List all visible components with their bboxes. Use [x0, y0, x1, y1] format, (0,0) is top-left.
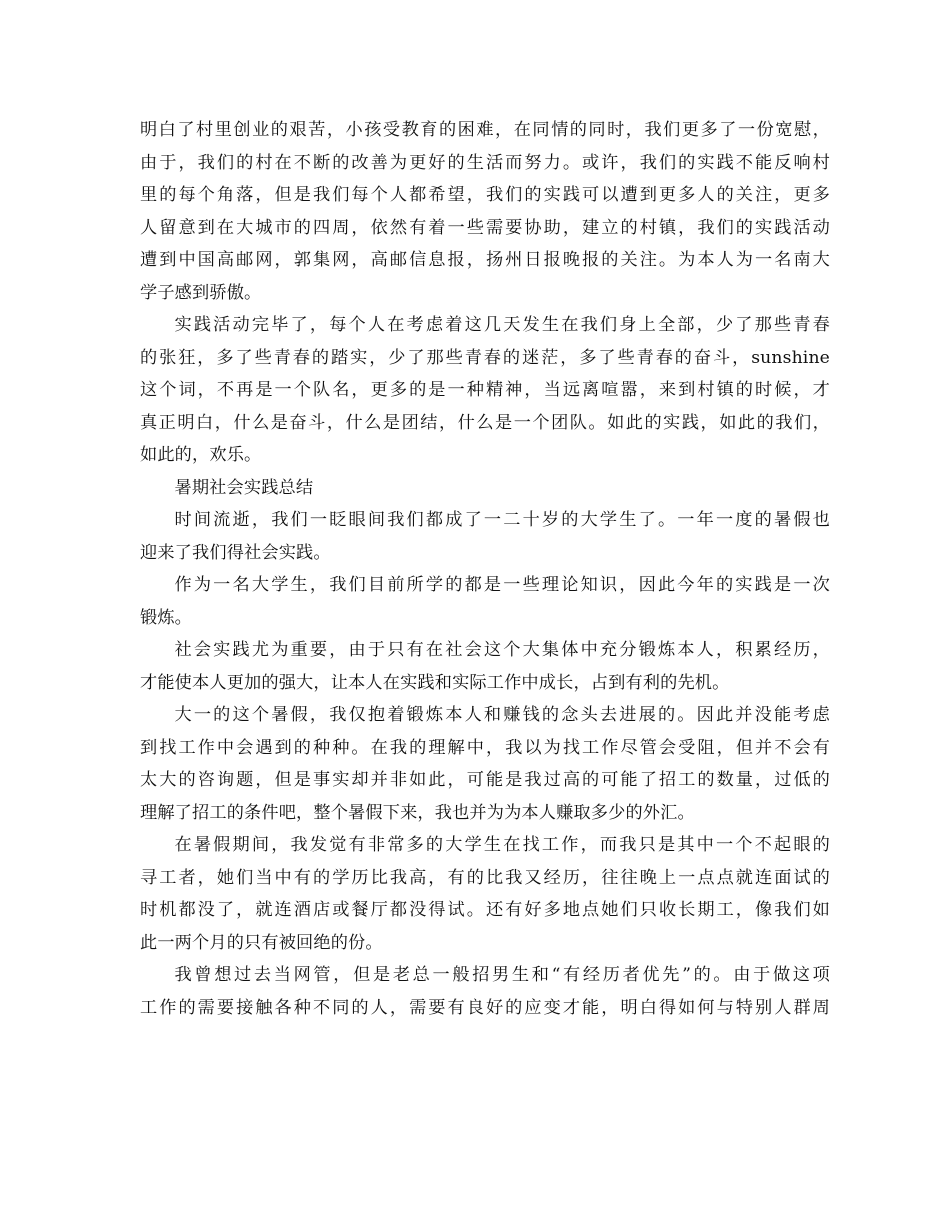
text-line: 由于，我们的村在不断的改善为更好的生活而努力。或许，我们的实践不能反响村 — [140, 152, 830, 173]
text-line: 学子感到骄傲。 — [140, 282, 262, 303]
text-line: 的张狂，多了些青春的踏实，少了那些青春的迷茫，多了些青春的奋斗，sunshine — [140, 347, 830, 368]
text-line: 理解了招工的条件吧，整个暑假下来，我也并为为本人赚取多少的外汇。 — [140, 802, 695, 823]
document-body — [140, 114, 830, 1024]
text-line: 到找工作中会遇到的种种。在我的理解中，我以为找工作尽管会受阻，但并不会有 — [140, 737, 830, 758]
text-line: 暑期社会实践总结 — [174, 477, 314, 498]
text-line: 我曾想过去当网管，但是老总一般招男生和“有经历者优先”的。由于做这项 — [174, 965, 830, 985]
text-line: 此一两个月的只有被回绝的份。 — [140, 932, 383, 953]
text-line: 工作的需要接触各种不同的人，需要有良好的应变才能，明白得如何与特别人群周 — [140, 997, 830, 1018]
text-line: 社会实践尤为重要，由于只有在社会这个大集体中充分锻炼本人，积累经历， — [174, 640, 830, 660]
text-line: 明白了村里创业的艰苦，小孩受教育的困难，在同情的同时，我们更多了一份宽慰， — [140, 120, 830, 140]
text-line: 里的每个角落，但是我们每个人都希望，我们的实践可以遭到更多人的关注，更多 — [140, 185, 830, 205]
text-line: 真正明白，什么是奋斗，什么是团结，什么是一个团队。如此的实践，如此的我们， — [140, 412, 830, 433]
text-line: 锻炼。 — [140, 607, 193, 628]
text-line: 人留意到在大城市的四周，依然有着一些需要协助，建立的村镇，我们的实践活动 — [140, 217, 830, 238]
text-line: 这个词，不再是一个队名，更多的是一种精神，当远离喧嚣，来到村镇的时候，才 — [140, 380, 830, 400]
text-line: 如此的，欢乐。 — [140, 445, 262, 465]
text-line: 作为一名大学生，我们目前所学的都是一些理论知识，因此今年的实践是一次 — [174, 575, 830, 595]
text-line: 寻工者，她们当中有的学历比我高，有的比我又经历，往往晚上一点点就连面试的 — [140, 867, 830, 888]
text-line: 时机都没了，就连酒店或餐厅都没得试。还有好多地点她们只收长期工，像我们如 — [140, 900, 830, 920]
text-line: 才能使本人更加的强大，让本人在实践和实际工作中成长，占到有利的先机。 — [140, 672, 730, 693]
text-line: 实践活动完毕了，每个人在考虑着这几天发生在我们身上全部，少了那些青春 — [174, 315, 830, 335]
text-line: 大一的这个暑假，我仅抱着锻炼本人和赚钱的念头去进展的。因此并没能考虑 — [174, 705, 830, 725]
text-line: 太大的咨询题，但是事实却并非如此，可能是我过高的可能了招工的数量，过低的 — [140, 770, 830, 790]
text-line: 在暑假期间，我发觉有非常多的大学生在找工作，而我只是其中一个不起眼的 — [174, 835, 830, 855]
text-line: 遭到中国高邮网，郭集网，高邮信息报，扬州日报晚报的关注。为本人为一名南大 — [140, 250, 830, 270]
text-line: 迎来了我们得社会实践。 — [140, 542, 331, 563]
text-line: 时间流逝，我们一眨眼间我们都成了一二十岁的大学生了。一年一度的暑假也 — [174, 510, 830, 530]
